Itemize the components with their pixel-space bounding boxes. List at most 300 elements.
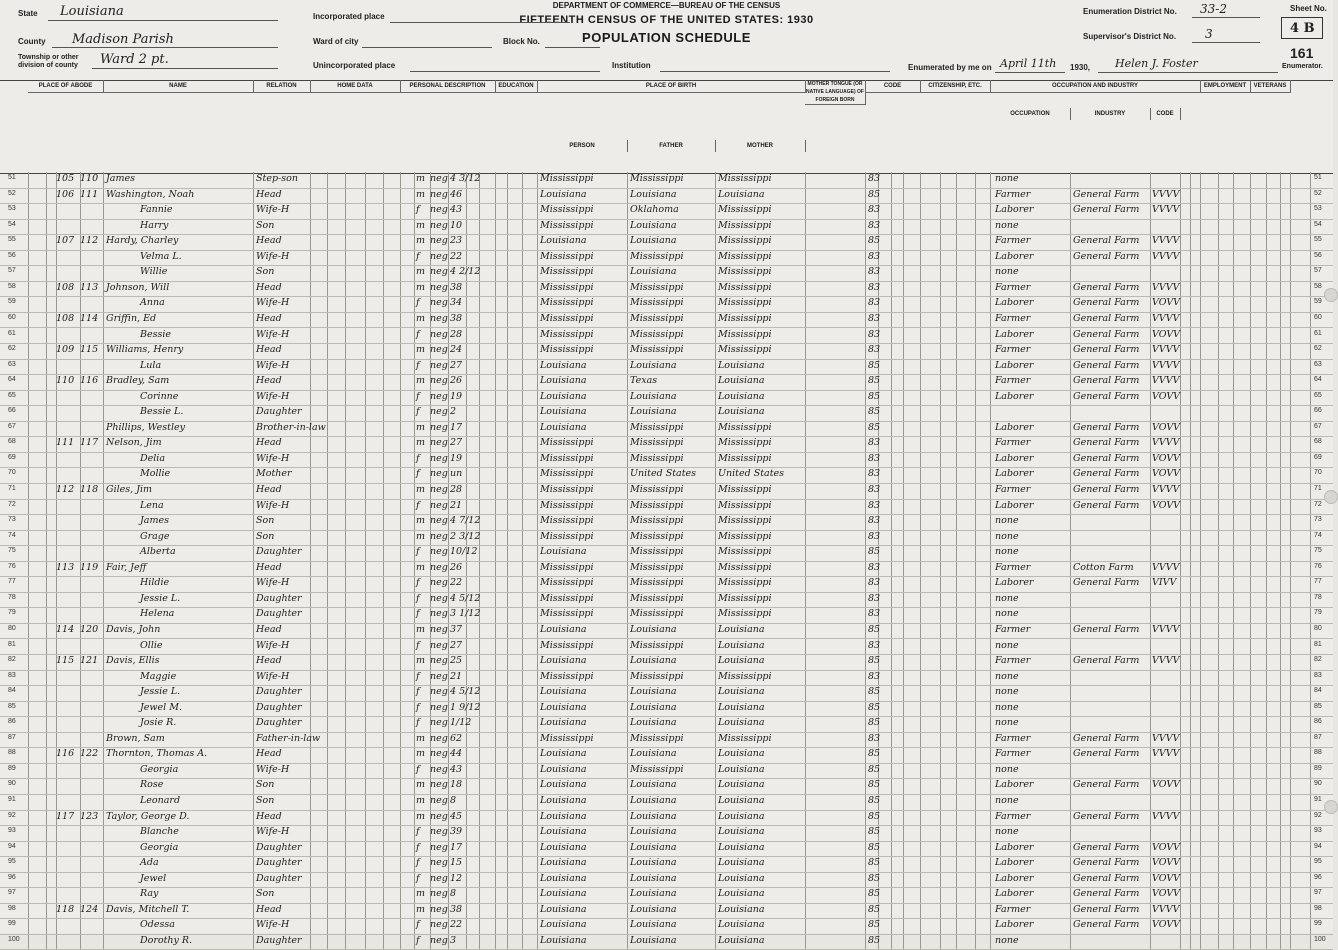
relation: Head bbox=[256, 655, 282, 667]
enumerated-label: Enumerated by me on bbox=[908, 63, 992, 72]
person-name: Bessie bbox=[140, 328, 172, 340]
sex: m bbox=[416, 888, 426, 900]
occupation-code: VVVV bbox=[1152, 484, 1180, 495]
occupation: none bbox=[995, 515, 1019, 527]
race: neg bbox=[430, 344, 448, 356]
race: neg bbox=[430, 406, 448, 418]
birthplace-father: Mississippi bbox=[630, 670, 684, 682]
race: neg bbox=[430, 639, 448, 651]
race: neg bbox=[430, 266, 448, 278]
age: 44 bbox=[450, 748, 463, 760]
birthplace-person: Mississippi bbox=[540, 468, 594, 480]
occupation: none bbox=[995, 592, 1019, 604]
sex: f bbox=[416, 592, 420, 604]
industry: General Farm bbox=[1073, 888, 1140, 900]
dwelling-number: 115 bbox=[56, 655, 75, 667]
line-number: 89 bbox=[8, 764, 16, 772]
occupation: Laborer bbox=[995, 452, 1034, 464]
sex: m bbox=[416, 344, 426, 356]
birthplace-father: Louisiana bbox=[630, 934, 677, 946]
birthplace-mother: Mississippi bbox=[718, 250, 772, 262]
birthplace-mother: Louisiana bbox=[718, 717, 765, 729]
occupation-code: VVVV bbox=[1152, 623, 1180, 635]
occupation: Farmer bbox=[995, 732, 1031, 744]
person-name: Phillips, Westley bbox=[106, 421, 185, 433]
sex: f bbox=[416, 406, 420, 418]
sex: f bbox=[416, 872, 420, 884]
table-row bbox=[0, 483, 1333, 500]
dwelling-number: 109 bbox=[56, 344, 75, 356]
birthplace-person: Louisiana bbox=[540, 903, 587, 915]
relation: Wife-H bbox=[256, 826, 290, 838]
relation: Wife-H bbox=[256, 328, 290, 340]
subhead-industry: INDUSTRY bbox=[1070, 108, 1151, 120]
age: 10/12 bbox=[450, 546, 478, 558]
person-name: Williams, Henry bbox=[106, 344, 184, 356]
birthplace-mother: Louisiana bbox=[718, 686, 765, 698]
sex: f bbox=[416, 763, 420, 775]
group-occupation-industry: OCCUPATION AND INDUSTRY bbox=[990, 80, 1201, 93]
age: 8 bbox=[450, 795, 457, 806]
person-name: Odessa bbox=[140, 919, 175, 931]
race: neg bbox=[430, 188, 448, 200]
race: neg bbox=[430, 312, 448, 324]
person-name: Hildie bbox=[140, 577, 170, 589]
relation: Son bbox=[256, 888, 275, 900]
table-header bbox=[0, 80, 1333, 174]
occupation-code: VVVV bbox=[1152, 250, 1180, 262]
age: 23 bbox=[450, 235, 463, 247]
state-label: State bbox=[18, 9, 38, 18]
industry: General Farm bbox=[1073, 452, 1140, 464]
industry: Cotton Farm bbox=[1073, 561, 1134, 573]
birthplace-father: Louisiana bbox=[630, 359, 677, 371]
race: neg bbox=[430, 421, 448, 433]
line-number: 97 bbox=[8, 889, 16, 897]
person-name: Jessie L. bbox=[140, 686, 181, 698]
occupation: Laborer bbox=[995, 499, 1034, 511]
birthplace-person: Mississippi bbox=[540, 452, 594, 464]
birthplace-mother: Mississippi bbox=[718, 670, 772, 682]
relation: Son bbox=[256, 219, 275, 231]
line-number: 80 bbox=[8, 624, 16, 632]
industry: General Farm bbox=[1073, 250, 1140, 262]
birthplace-father: Oklahoma bbox=[630, 204, 679, 216]
table-row bbox=[0, 810, 1333, 827]
age: 4 7/12 bbox=[450, 515, 481, 527]
relation: Son bbox=[256, 795, 275, 806]
line-number: 99 bbox=[8, 920, 16, 928]
birthplace-person: Mississippi bbox=[540, 639, 594, 651]
table-row bbox=[0, 872, 1333, 889]
birth-code: 85 bbox=[868, 919, 881, 931]
birthplace-mother: Mississippi bbox=[718, 577, 772, 589]
race: neg bbox=[430, 546, 448, 558]
occupation-code: VVVV bbox=[1152, 748, 1180, 760]
occupation: none bbox=[995, 608, 1019, 620]
sex: f bbox=[416, 499, 420, 511]
birthplace-father: Mississippi bbox=[630, 281, 684, 293]
birthplace-person: Louisiana bbox=[540, 872, 587, 884]
sex: f bbox=[416, 204, 420, 216]
line-number: 59 bbox=[8, 298, 16, 306]
relation: Wife-H bbox=[256, 670, 290, 682]
sex: f bbox=[416, 686, 420, 698]
line-number: 91 bbox=[8, 796, 16, 803]
subhead-code: CODE bbox=[1150, 108, 1181, 120]
person-name: Alberta bbox=[140, 546, 176, 558]
sex: f bbox=[416, 639, 420, 651]
age: 22 bbox=[450, 250, 463, 262]
birthplace-person: Mississippi bbox=[540, 530, 594, 542]
line-number: 57 bbox=[8, 267, 16, 275]
age: 3 1/12 bbox=[450, 608, 481, 620]
age: 2 bbox=[450, 406, 457, 418]
line-number-right: 89 bbox=[1314, 764, 1322, 772]
person-name: Dorothy R. bbox=[140, 934, 193, 946]
occupation-code: VVVV bbox=[1152, 344, 1180, 356]
race: neg bbox=[430, 795, 448, 806]
industry: General Farm bbox=[1073, 857, 1140, 869]
birth-code: 83 bbox=[868, 499, 881, 511]
relation: Son bbox=[256, 266, 275, 278]
line-number-right: 66 bbox=[1314, 407, 1322, 415]
line-number: 83 bbox=[8, 671, 16, 679]
birthplace-mother: Mississippi bbox=[718, 204, 772, 216]
age: 15 bbox=[450, 857, 463, 869]
group-mother-tongue: MOTHER TONGUE (OR NATIVE LANGUAGE) OF FOREIGN BORN bbox=[805, 80, 866, 105]
line-number-right: 84 bbox=[1314, 687, 1322, 695]
table-row bbox=[0, 545, 1333, 562]
line-number-right: 70 bbox=[1314, 469, 1322, 477]
group-name: NAME bbox=[103, 80, 254, 93]
occupation-code: VOVV bbox=[1152, 779, 1181, 791]
relation: Head bbox=[256, 281, 282, 293]
birth-code: 85 bbox=[868, 888, 881, 900]
line-number-right: 73 bbox=[1314, 516, 1322, 524]
ward-label: Ward of city bbox=[313, 37, 359, 46]
subhead-person: PERSON bbox=[537, 140, 628, 152]
race: neg bbox=[430, 841, 448, 853]
birthplace-person: Louisiana bbox=[540, 188, 587, 200]
birthplace-person: Louisiana bbox=[540, 390, 587, 402]
birthplace-mother: Mississippi bbox=[718, 530, 772, 542]
township-value: Ward 2 pt. bbox=[100, 52, 169, 67]
industry: General Farm bbox=[1073, 468, 1140, 480]
line-number-right: 97 bbox=[1314, 889, 1322, 897]
occupation-code: VVVV bbox=[1152, 903, 1180, 915]
table-row bbox=[0, 359, 1333, 376]
line-number: 66 bbox=[8, 407, 16, 415]
sex: f bbox=[416, 452, 420, 464]
occupation: Farmer bbox=[995, 748, 1031, 760]
line-number: 52 bbox=[8, 189, 16, 197]
table-row bbox=[0, 203, 1333, 220]
relation: Son bbox=[256, 779, 275, 791]
occupation-code: VVVV bbox=[1152, 732, 1180, 744]
sex: f bbox=[416, 468, 420, 480]
table-row bbox=[0, 670, 1333, 687]
age: 38 bbox=[450, 903, 463, 915]
sex: f bbox=[416, 934, 420, 946]
dwelling-number: 114 bbox=[56, 623, 75, 635]
line-number: 62 bbox=[8, 345, 16, 353]
birthplace-father: Mississippi bbox=[630, 608, 684, 620]
birthplace-person: Mississippi bbox=[540, 297, 594, 309]
person-name: Giles, Jim bbox=[106, 484, 153, 495]
table-row bbox=[0, 825, 1333, 842]
birth-code: 85 bbox=[868, 235, 881, 247]
occupation: Laborer bbox=[995, 872, 1034, 884]
occupation-code: VOVV bbox=[1152, 390, 1181, 402]
birth-code: 83 bbox=[868, 281, 881, 293]
birthplace-father: Louisiana bbox=[630, 795, 677, 806]
age: 37 bbox=[450, 623, 463, 635]
birth-code: 83 bbox=[868, 312, 881, 324]
occupation: none bbox=[995, 763, 1019, 775]
table-row bbox=[0, 172, 1333, 189]
relation: Daughter bbox=[256, 546, 302, 558]
birth-code: 83 bbox=[868, 250, 881, 262]
birthplace-mother: Mississippi bbox=[718, 281, 772, 293]
person-name: Anna bbox=[140, 297, 165, 309]
industry: General Farm bbox=[1073, 421, 1140, 433]
birth-code: 83 bbox=[868, 266, 881, 278]
birthplace-mother: Mississippi bbox=[718, 592, 772, 604]
birthplace-person: Mississippi bbox=[540, 344, 594, 356]
dwelling-number: 118 bbox=[56, 903, 75, 915]
table-row bbox=[0, 343, 1333, 360]
line-number: 61 bbox=[8, 329, 16, 337]
relation: Daughter bbox=[256, 406, 302, 418]
birth-code: 85 bbox=[868, 717, 881, 729]
relation: Daughter bbox=[256, 872, 302, 884]
occupation: Farmer bbox=[995, 281, 1031, 293]
birthplace-mother: Mississippi bbox=[718, 266, 772, 278]
race: neg bbox=[430, 919, 448, 931]
person-name: Ray bbox=[140, 888, 159, 900]
birthplace-mother: Mississippi bbox=[718, 515, 772, 527]
age: 12 bbox=[450, 872, 463, 884]
birthplace-mother: Louisiana bbox=[718, 623, 765, 635]
birth-code: 85 bbox=[868, 810, 881, 822]
birth-code: 83 bbox=[868, 468, 881, 480]
birthplace-person: Louisiana bbox=[540, 406, 587, 418]
relation: Brother-in-law bbox=[256, 421, 326, 433]
race: neg bbox=[430, 515, 448, 527]
birth-code: 85 bbox=[868, 841, 881, 853]
age: 21 bbox=[450, 499, 463, 511]
sex: m bbox=[416, 561, 426, 573]
dwelling-number: 106 bbox=[56, 188, 75, 200]
birth-code: 85 bbox=[868, 795, 881, 806]
race: neg bbox=[430, 468, 448, 480]
table-row bbox=[0, 405, 1333, 422]
family-number: 114 bbox=[80, 312, 99, 324]
birth-code: 85 bbox=[868, 546, 881, 558]
birth-code: 83 bbox=[868, 484, 881, 495]
birth-code: 85 bbox=[868, 872, 881, 884]
state-value: Louisiana bbox=[60, 4, 124, 19]
relation: Head bbox=[256, 903, 282, 915]
birthplace-person: Louisiana bbox=[540, 748, 587, 760]
age: 27 bbox=[450, 639, 463, 651]
birthplace-person: Mississippi bbox=[540, 732, 594, 744]
table-row bbox=[0, 514, 1333, 531]
race: neg bbox=[430, 250, 448, 262]
race: neg bbox=[430, 934, 448, 946]
occupation-code: VVVV bbox=[1152, 375, 1180, 387]
occupation: Laborer bbox=[995, 204, 1034, 216]
person-name: Bessie L. bbox=[140, 406, 184, 418]
birth-code: 83 bbox=[868, 204, 881, 216]
industry: General Farm bbox=[1073, 748, 1140, 760]
line-number: 51 bbox=[8, 174, 16, 181]
occupation: none bbox=[995, 701, 1019, 713]
relation: Daughter bbox=[256, 934, 302, 946]
relation: Daughter bbox=[256, 608, 302, 620]
sex: f bbox=[416, 857, 420, 869]
institution-label: Institution bbox=[612, 61, 651, 70]
line-number: 54 bbox=[8, 220, 16, 228]
dwelling-number: 110 bbox=[56, 375, 75, 387]
occupation: Farmer bbox=[995, 655, 1031, 667]
industry: General Farm bbox=[1073, 484, 1140, 495]
birthplace-mother: Louisiana bbox=[718, 748, 765, 760]
birth-code: 83 bbox=[868, 173, 881, 184]
relation: Wife-H bbox=[256, 204, 290, 216]
line-number: 74 bbox=[8, 531, 16, 539]
race: neg bbox=[430, 903, 448, 915]
relation: Head bbox=[256, 312, 282, 324]
table-row bbox=[0, 328, 1333, 345]
occupation: Farmer bbox=[995, 437, 1031, 449]
county-value: Madison Parish bbox=[72, 32, 174, 47]
industry: General Farm bbox=[1073, 312, 1140, 324]
line-number: 93 bbox=[8, 827, 16, 835]
birthplace-mother: Mississippi bbox=[718, 452, 772, 464]
line-number-right: 96 bbox=[1314, 873, 1322, 881]
birthplace-person: Louisiana bbox=[540, 235, 587, 247]
sex: m bbox=[416, 375, 426, 387]
birth-code: 85 bbox=[868, 826, 881, 838]
occupation: Laborer bbox=[995, 577, 1034, 589]
line-number-right: 77 bbox=[1314, 578, 1322, 586]
line-number: 96 bbox=[8, 873, 16, 881]
person-name: Harry bbox=[140, 219, 169, 231]
age: 39 bbox=[450, 826, 463, 838]
birthplace-mother: Louisiana bbox=[718, 934, 765, 946]
sex: m bbox=[416, 484, 426, 495]
race: neg bbox=[430, 219, 448, 231]
line-number: 53 bbox=[8, 205, 16, 213]
birth-code: 83 bbox=[868, 732, 881, 744]
table-row bbox=[0, 716, 1333, 733]
occupation-code: VVVV bbox=[1152, 810, 1180, 822]
occupation: Farmer bbox=[995, 344, 1031, 356]
table-row bbox=[0, 918, 1333, 935]
race: neg bbox=[430, 297, 448, 309]
population-table bbox=[0, 80, 1333, 946]
group-place-of-birth: PLACE OF BIRTH bbox=[537, 80, 806, 93]
birthplace-person: Louisiana bbox=[540, 375, 587, 387]
line-number: 67 bbox=[8, 422, 16, 430]
birthplace-person: Louisiana bbox=[540, 717, 587, 729]
race: neg bbox=[430, 499, 448, 511]
person-name: Fannie bbox=[140, 204, 173, 216]
table-row bbox=[0, 296, 1333, 313]
age: 22 bbox=[450, 577, 463, 589]
birthplace-father: Mississippi bbox=[630, 639, 684, 651]
birthplace-mother: Louisiana bbox=[718, 810, 765, 822]
group-place-of-abode: PLACE OF ABODE bbox=[28, 80, 104, 93]
person-name: Davis, Mitchell T. bbox=[106, 903, 190, 915]
table-row bbox=[0, 234, 1333, 251]
table-row bbox=[0, 250, 1333, 267]
birthplace-person: Mississippi bbox=[540, 281, 594, 293]
race: neg bbox=[430, 530, 448, 542]
relation: Daughter bbox=[256, 701, 302, 713]
sex: f bbox=[416, 717, 420, 729]
line-number-right: 93 bbox=[1314, 827, 1322, 835]
line-number-right: 94 bbox=[1314, 842, 1322, 850]
enum-district-label: Enumeration District No. bbox=[1083, 7, 1177, 16]
birthplace-mother: Louisiana bbox=[718, 639, 765, 651]
birth-code: 83 bbox=[868, 328, 881, 340]
group-employment: EMPLOYMENT bbox=[1200, 80, 1251, 93]
birthplace-mother: Louisiana bbox=[718, 763, 765, 775]
birth-code: 83 bbox=[868, 608, 881, 620]
table-row bbox=[0, 903, 1333, 920]
birthplace-father: Louisiana bbox=[630, 701, 677, 713]
birthplace-mother: Louisiana bbox=[718, 779, 765, 791]
table-row bbox=[0, 374, 1333, 391]
industry: General Farm bbox=[1073, 235, 1140, 247]
line-number-right: 59 bbox=[1314, 298, 1322, 306]
birth-code: 83 bbox=[868, 219, 881, 231]
family-number: 118 bbox=[80, 484, 99, 495]
line-number-right: 76 bbox=[1314, 562, 1322, 570]
person-name: Delia bbox=[140, 452, 165, 464]
age: 4 2/12 bbox=[450, 266, 481, 278]
birthplace-person: Louisiana bbox=[540, 359, 587, 371]
family-number: 113 bbox=[80, 281, 99, 293]
birthplace-mother: Louisiana bbox=[718, 406, 765, 418]
birthplace-father: Mississippi bbox=[630, 452, 684, 464]
birth-code: 85 bbox=[868, 779, 881, 791]
sex: f bbox=[416, 919, 420, 931]
industry: General Farm bbox=[1073, 810, 1140, 822]
birthplace-father: Mississippi bbox=[630, 421, 684, 433]
relation: Wife-H bbox=[256, 499, 290, 511]
occupation: none bbox=[995, 670, 1019, 682]
birth-code: 85 bbox=[868, 406, 881, 418]
age: 62 bbox=[450, 732, 463, 744]
relation: Head bbox=[256, 375, 282, 387]
age: 38 bbox=[450, 312, 463, 324]
table-row bbox=[0, 794, 1333, 811]
birthplace-person: Louisiana bbox=[540, 779, 587, 791]
birthplace-mother: Louisiana bbox=[718, 903, 765, 915]
birthplace-mother: Mississippi bbox=[718, 297, 772, 309]
person-name: James bbox=[106, 173, 135, 184]
line-number-right: 58 bbox=[1314, 282, 1322, 290]
birthplace-father: Louisiana bbox=[630, 810, 677, 822]
line-number: 65 bbox=[8, 391, 16, 399]
line-number: 86 bbox=[8, 718, 16, 726]
birthplace-father: Louisiana bbox=[630, 623, 677, 635]
race: neg bbox=[430, 608, 448, 620]
